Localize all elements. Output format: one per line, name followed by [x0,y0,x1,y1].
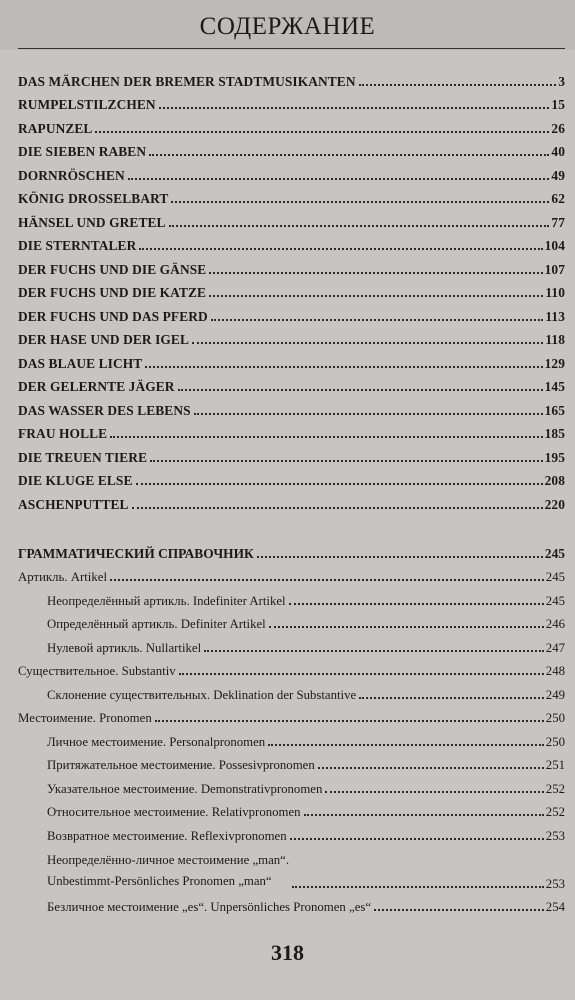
toc-entry-page: 165 [544,402,565,418]
toc-entry-page: 208 [544,473,565,488]
dot-leader [149,154,549,156]
toc-entry-page: 195 [544,449,565,465]
toc-entry-page: 249 [545,687,565,702]
toc-entry-label: Нулевой артикль. Nullartikel [47,640,202,655]
toc-entry-label: Относительное местоимение. Relativpronomen [47,805,301,819]
dot-leader [95,131,549,133]
toc-subentry[interactable] [18,820,565,844]
toc-entry[interactable] [18,656,565,680]
toc-entry[interactable] [18,113,565,137]
dot-leader [136,483,543,485]
toc-entry-label: DER GELERNTE JÄGER [18,379,175,394]
toc-entry[interactable] [18,372,565,396]
toc-entry-label: DAS MÄRCHEN DER BREMER STADTMUSIKANTEN [18,73,356,89]
toc-entry[interactable] [18,442,565,466]
toc-subentry[interactable] [18,585,565,609]
toc-entry-page: 129 [544,355,565,371]
dot-leader [359,84,557,86]
dot-leader [110,436,542,438]
toc-entry[interactable] [18,160,565,184]
toc-entry-page: 250 [545,734,565,749]
toc-subentry[interactable] [18,844,565,892]
dot-leader [289,603,544,605]
toc-entry[interactable] [18,207,565,231]
toc-entry-label: DER HASE UND DER IGEL [18,332,189,347]
toc-entry[interactable] [18,562,565,586]
toc-entry-label: Неопределённый артикль. Indefiniter Artikel [47,593,286,608]
dot-leader [128,178,550,180]
toc-entry[interactable] [18,703,565,727]
toc-entry-label: Определённый артикль. Definiter Artikel [47,617,266,631]
toc-section-heading[interactable] [18,538,565,562]
dot-leader [269,626,544,628]
toc-entry-label: Склонение существительных. Deklination der Substantive [47,687,357,702]
toc-entry-page: 26 [551,120,565,136]
dot-leader [359,697,544,699]
toc-entry-page: 40 [551,144,565,159]
tales-list [18,66,565,513]
toc-entry-page: 49 [551,167,565,183]
toc-subentry[interactable] [18,632,565,656]
dot-leader [290,838,544,840]
dot-leader [155,720,544,722]
toc-entry-label: Существительное. Substantiv [18,664,176,678]
toc-entry-label: Артикль. Artikel [18,570,107,584]
toc-entry-page: 107 [544,261,565,277]
dot-leader [110,579,544,581]
toc-entry-label [47,850,289,892]
dot-leader [318,767,544,769]
dot-leader [211,319,544,321]
toc-entry-label: Личное местоимение. Personalpronomen [47,734,266,749]
toc-entry-label: DAS BLAUE LICHT [18,355,143,371]
toc-entry-page: 252 [545,805,565,819]
page-number: 318 [271,940,304,965]
dot-leader [304,814,544,816]
toc-entry-label: RUMPELSTILZCHEN [18,97,156,112]
toc-entry[interactable] [18,184,565,208]
toc-entry[interactable] [18,66,565,90]
toc-entry-page: 252 [545,781,565,796]
toc-entry-label: ASCHENPUTTEL [18,496,129,512]
dot-leader [325,791,543,793]
toc-entry[interactable] [18,90,565,114]
dot-leader [159,107,550,109]
dot-leader [178,389,543,391]
toc-entry-label: Указательное местоимение. Demonstrativpronomen [47,781,323,796]
toc-entry-label: Притяжательное местоимение. Possesivpronomen [47,758,315,772]
toc-subentry[interactable] [18,679,565,703]
toc-entry[interactable] [18,278,565,302]
toc-entry-label: FRAU HOLLE [18,426,108,441]
toc-entry-label: Безличное местоимение „es“. Unpersönliches Pronomen „es“ [47,900,372,914]
toc-subentry[interactable] [18,609,565,633]
dot-leader [257,556,543,558]
toc-entry-page: 110 [545,285,565,300]
toc-entry-page: 185 [544,426,565,441]
dot-leader [179,673,544,675]
toc-entry-label: DIE SIEBEN RABEN [18,144,147,159]
dot-leader [194,413,543,415]
toc-entry-label: ГРАММАТИЧЕСКИЙ СПРАВОЧНИК [18,545,254,561]
toc-entry[interactable] [18,254,565,278]
toc-entry-page: 253 [545,876,565,891]
toc-subentry[interactable] [18,892,565,916]
toc-entry-label: HÄNSEL UND GRETEL [18,214,166,230]
dot-leader [150,460,543,462]
toc-entry-label: DAS WASSER DES LEBENS [18,402,191,418]
dot-leader [171,201,549,203]
toc-entry-page: 254 [545,900,565,914]
toc-entry[interactable] [18,325,565,349]
dot-leader [132,507,543,509]
toc-entry-page: 220 [544,496,565,512]
dot-leader [374,909,544,911]
toc-entry-page: 118 [545,332,565,347]
toc-subentry[interactable] [18,797,565,821]
toc-entry-label: DIE TREUEN TIERE [18,449,148,465]
toc-entry-page: 245 [545,593,565,608]
toc-entry-label: DORNRÖSCHEN [18,167,125,183]
dot-leader [209,272,542,274]
toc-entry-page: 251 [545,758,565,772]
toc-entry-page: 248 [545,664,565,678]
toc-entry[interactable] [18,137,565,161]
toc-entry-page: 15 [551,97,565,112]
toc-entry-page: 253 [545,828,565,843]
toc-entry-label: DER FUCHS UND DIE KATZE [18,285,207,300]
toc-entry-page: 245 [545,570,565,584]
page-title: СОДЕРЖАНИЕ [199,13,376,40]
dot-leader [192,342,543,344]
dot-leader [204,650,544,652]
toc-entry[interactable] [18,395,565,419]
toc-entry-label: DIE STERNTALER [18,238,137,253]
toc-entry-page: 3 [558,73,565,89]
dot-leader [139,248,542,250]
dot-leader [169,225,550,227]
toc-entry-label: KÖNIG DROSSELBART [18,191,169,206]
toc-subentry[interactable] [18,773,565,797]
toc-entry-page: 113 [545,308,565,324]
toc-entry-label: Местоимение. Pronomen [18,711,152,725]
toc-entry-page: 247 [545,640,565,655]
title-divider [18,48,565,49]
toc-entry[interactable] [18,348,565,372]
toc-entry[interactable] [18,231,565,255]
toc-entry[interactable] [18,489,565,513]
toc-entry[interactable] [18,466,565,490]
toc-entry-label: DER FUCHS UND DAS PFERD [18,308,208,324]
toc-entry-page: 104 [544,238,565,253]
toc-entry-page: 245 [544,545,565,561]
toc-entry-label: DIE KLUGE ELSE [18,473,133,488]
toc-entry-page: 250 [545,711,565,725]
toc-entry-page: 77 [551,214,565,230]
toc-entry-label-line1: Неопределённо-личное местоимение „man“. [47,852,290,867]
toc-entry-page: 145 [544,379,565,394]
toc-entry-page: 62 [551,191,565,206]
toc-entry-label: RAPUNZEL [18,120,93,136]
toc-entry[interactable] [18,301,565,325]
toc-entry-label-line2: Unbestimmt-Persönliches Pronomen „man“ [47,873,272,888]
toc-entry[interactable] [18,419,565,443]
grammar-list [18,538,565,915]
dot-leader [209,295,543,297]
dot-leader [268,744,544,746]
dot-leader [292,886,544,888]
toc-entry-label: DER FUCHS UND DIE GÄNSE [18,261,207,277]
toc-entry-label: Возвратное местоимение. Reflexivpronomen [47,828,287,843]
dot-leader [145,366,542,368]
toc-subentry[interactable] [18,726,565,750]
toc-subentry[interactable] [18,750,565,774]
toc-entry-page: 246 [545,617,565,631]
